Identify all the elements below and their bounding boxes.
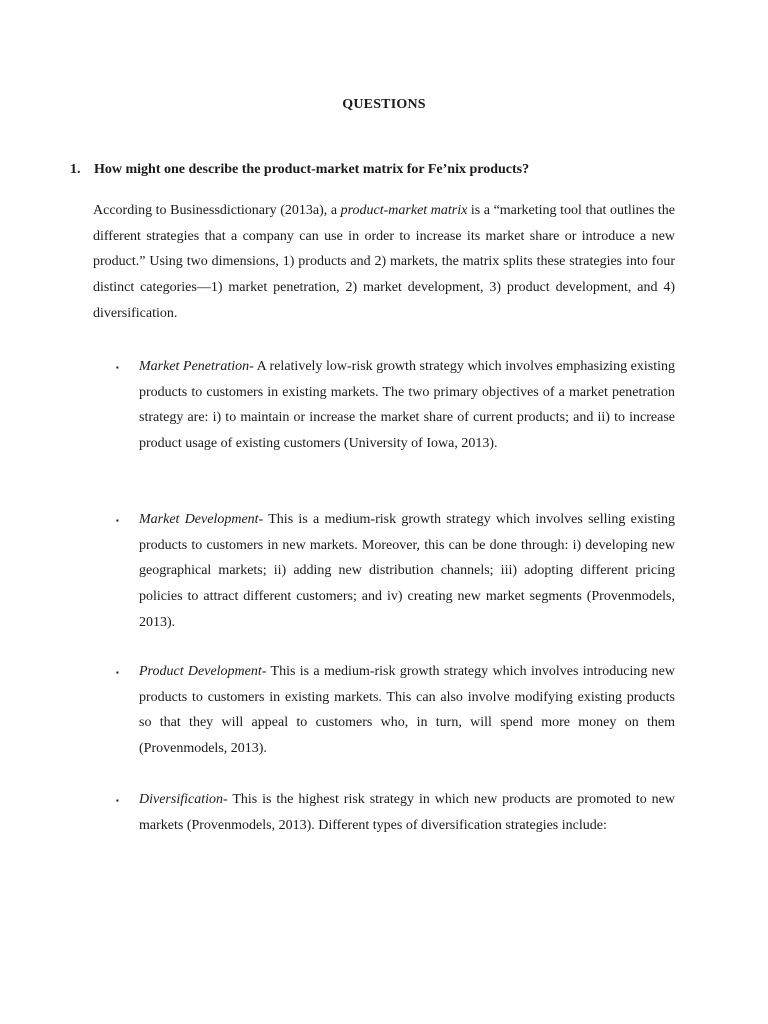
intro-text-after: is a “marketing tool that outlines the different strategies that a company can use in order to increase its market share or introduce a new product.” Using two dimensions, 1) products and 2) markets, the matrix splits these strategies into four distinct categories—1) market penetration, 2) market development, 3) product development, and 4) diversification. [93,203,676,321]
question-text: How might one describe the product-market matrix for Fe’nix products? [94,162,530,177]
question-number: 1. [70,162,81,177]
intro-term: product-market matrix [340,203,468,218]
bullet-body: This is the highest risk strategy in which new products are promoted to new markets (Provenmodels, 2013). Different types of diversification strategies include: [139,792,675,833]
bullet-term: Product Development- [139,664,267,679]
bullet-body: A relatively low-risk growth strategy which involves emphasizing existing products to customers in existing markets. The two primary objectives of a market penetration strategy are: i) to maintain or increase the market share of current products; and ii) to increase product usage of existing customers (University of Iowa, 2013). [139,359,675,452]
question-1 [70,162,710,178]
section-heading: QUESTIONS [342,97,426,112]
bullet-text [139,354,675,457]
bullet-text [139,659,675,762]
intro-paragraph [93,198,675,327]
intro-text-before: According to Businessdictionary (2013a), a [93,203,341,218]
bullet-term: Market Penetration- [139,359,254,374]
bullet-text [139,787,675,838]
bullet-marker: ▪ [116,516,119,525]
bullet-body: This is a medium-risk growth strategy which involves introducing new products to customers in existing markets. This can also involve modifying existing products so that they will appeal to customers who, in turn, will spend more money on them (Provenmodels, 2013). [139,664,675,757]
bullet-text [139,507,675,636]
bullet-marker: ▪ [116,796,119,805]
bullet-marker: ▪ [116,363,119,372]
bullet-marker: ▪ [116,668,119,677]
bullet-body: This is a medium-risk growth strategy which involves selling existing products to customers in new markets. Moreover, this can be done through: i) developing new geographical markets; ii) adding new distribution channels; iii) adopting different pricing policies to attract different customers; and iv) creating new market segments (Provenmodels, 2013). [139,512,676,630]
bullet-term: Diversification- [139,792,228,807]
bullet-term: Market Development- [139,512,264,527]
